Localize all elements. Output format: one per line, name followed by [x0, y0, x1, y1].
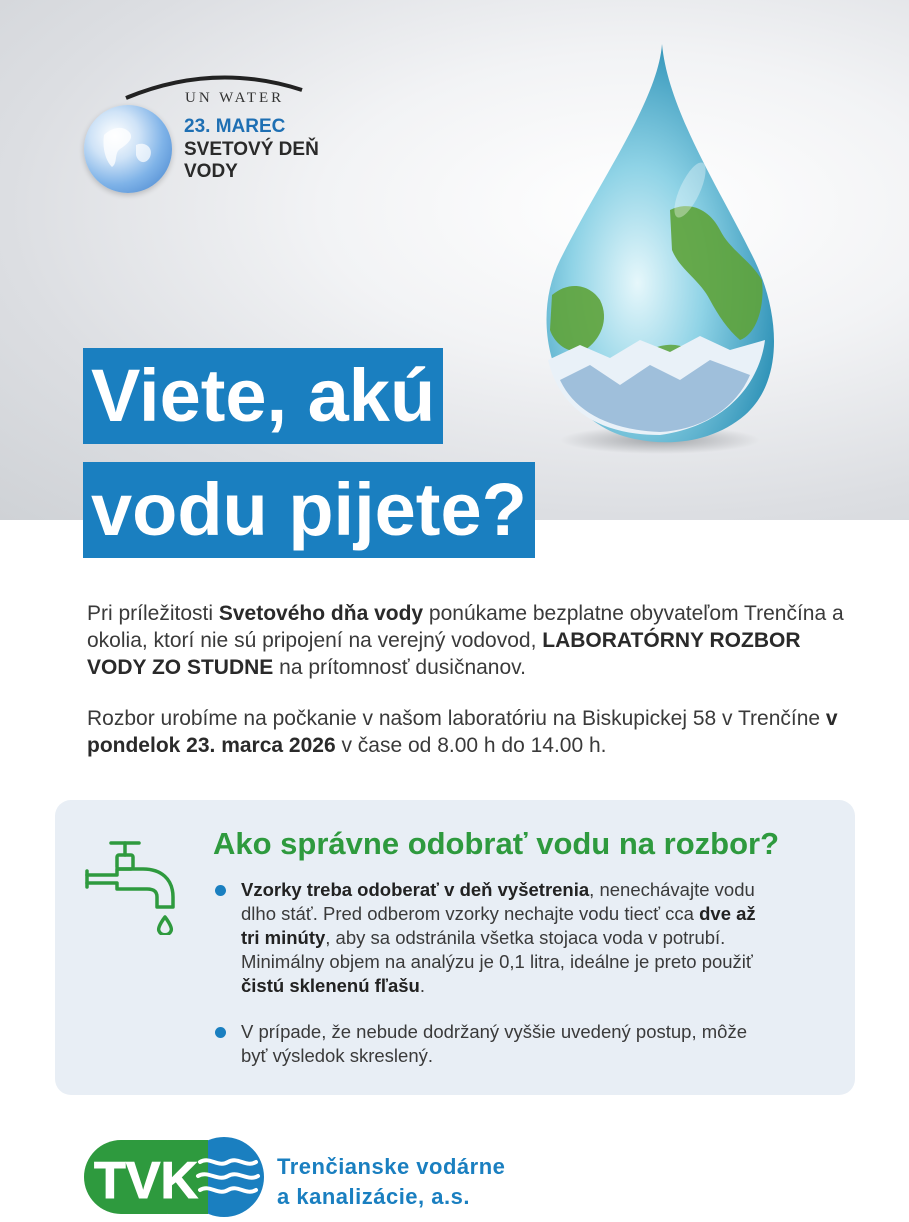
list-item: Vzorky treba odoberať v deň vyšetrenia, nenechávajte vodu dlho stáť. Pred odberom vzorky nechajte vodu tiecť cca dve až tri minúty, aby sa odstránila všetka stojaca voda v potrubí. Minimálny objem na analýzu je 0,1 litra, ideálne je preto použiť čistú sklenenú fľašu.: [215, 878, 775, 998]
water-drop-earth-image: [540, 40, 780, 460]
headline-line2: vodu pijete?: [83, 462, 535, 558]
sampling-instructions-list: [215, 878, 775, 1090]
event-name-line2: VODY: [184, 161, 238, 182]
company-name-line2: a kanalizácie, a.s.: [277, 1184, 470, 1209]
un-water-brand: UN WATER: [185, 90, 285, 106]
tvk-logo-text: TVK: [94, 1152, 198, 1210]
sampling-title: Ako správne odobrať vodu na rozbor?: [213, 826, 780, 861]
water-tap-icon: [83, 835, 183, 935]
company-name-line1: Trenčianske vodárne: [277, 1154, 506, 1179]
company-name: [277, 1152, 505, 1212]
intro-text: [87, 600, 847, 783]
event-date: 23. MAREC: [184, 116, 286, 137]
headline-line1: Viete, akú: [83, 348, 443, 444]
un-water-logo: [84, 70, 344, 200]
intro-paragraph-2: Rozbor urobíme na počkanie v našom laboratóriu na Biskupickej 58 v Trenčíne v pondelok 23. marca 2026 v čase od 8.00 h do 14.00 h.: [87, 707, 838, 757]
tvk-logo: [82, 1136, 267, 1218]
globe-icon: [84, 105, 172, 193]
list-item: V prípade, že nebude dodržaný vyššie uvedený postup, môže byť výsledok skreslený.: [215, 1020, 775, 1068]
sampling-info-box: [55, 800, 855, 1095]
intro-paragraph-1: Pri príležitosti Svetového dňa vody ponúkame bezplatne obyvateľom Trenčína a okolia, ktorí nie sú pripojení na verejný vodovod, LABORATÓRNY ROZBOR VODY ZO STUDNE na prítomnosť dusičnanov.: [87, 602, 844, 679]
event-name-line1: SVETOVÝ DEŇ: [184, 139, 319, 160]
